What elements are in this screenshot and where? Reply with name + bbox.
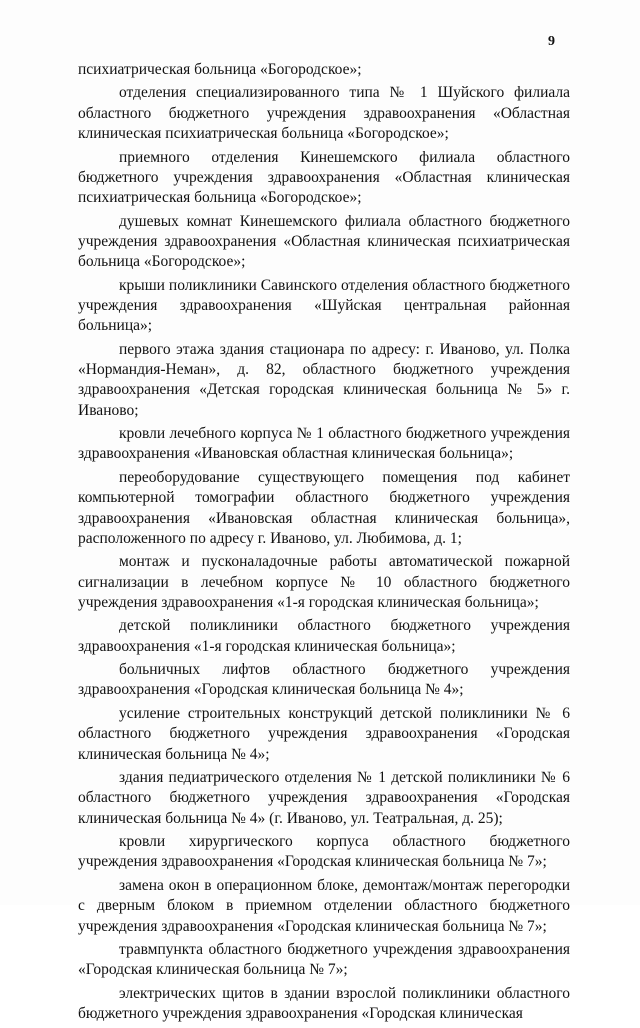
paragraph: душевых комнат Кинешемского филиала областного бюджетного учреждения здравоохранения «Областная клиническая психиатрическая больница «Богородское»; [78,212,570,271]
paragraph: монтаж и пусконаладочные работы автоматической пожарной сигнализации в лечебном корпусе № 10 областного бюджетного учреждения здравоохранения «1-я городская клиническая больница»; [78,553,570,611]
paragraph: детской поликлиники областного бюджетного учреждения здравоохранения «1-я городская клиническая больница»; [78,617,570,655]
paragraph: первого этажа здания стационара по адресу: г. Иваново, ул. Полка «Нормандия-Неман», д. 82, областного бюджетного учреждения здравоохранения «Детская городская клиническая больница № 5» г. Иваново; [78,340,570,419]
paragraph: психиатрическая больница «Богородское»; [78,61,362,78]
paragraph: крыши поликлиники Савинского отделения областного бюджетного учреждения здравоохранения «Шуйская центральная районная больница»; [78,276,570,335]
paragraph: переоборудование существующего помещения под кабинет компьютерной томографии областного бюджетного учреждения здравоохранения «Ивановская областная клиническая больница», расположенного по адресу г. Иваново, ул. Любимова, д. 1; [78,468,570,547]
paragraph: электрических щитов в здании взрослой поликлиники областного бюджетного учреждения здравоохранения «Городская клиническая [78,984,570,1023]
paragraph: кровли лечебного корпуса № 1 областного бюджетного учреждения здравоохранения «Ивановская областная клиническая больница»; [78,425,570,463]
paragraph: приемного отделения Кинешемского филиала областного бюджетного учреждения здравоохранения «Областная клиническая психиатрическая больница «Богородское»; [78,148,570,207]
paragraph: кровли хирургического корпуса областного бюджетного учреждения здравоохранения «Городская клиническая больница № 7»; [78,833,570,871]
paragraph: замена окон в операционном блоке, демонтаж/монтаж перегородки с дверным блоком в приемном отделении областного бюджетного учреждения здравоохранения «Городская клиническая больница № 7»; [78,876,570,935]
paragraph: отделения специализированного типа № 1 Шуйского филиала областного бюджетного учреждения здравоохранения «Областная клиническая психиатрическая больница «Богородское»; [78,84,570,143]
document-body [78,60,570,1028]
paragraph: усиление строительных конструкций детской поликлиники № 6 областного бюджетного учреждения здравоохранения «Городская клиническая больница № 4»; [78,704,570,763]
paragraph: травмпункта областного бюджетного учреждения здравоохранения «Городская клиническая больница № 7»; [78,940,570,979]
paragraph: больничных лифтов областного бюджетного учреждения здравоохранения «Городская клиническая больница № 4»; [78,661,570,699]
paragraph: здания педиатрического отделения № 1 детской поликлиники № 6 областного бюджетного учреждения здравоохранения «Городская клиническая больница № 4» (г. Иваново, ул. Театральная, д. 25); [78,769,570,827]
page-number: 9 [548,34,555,49]
